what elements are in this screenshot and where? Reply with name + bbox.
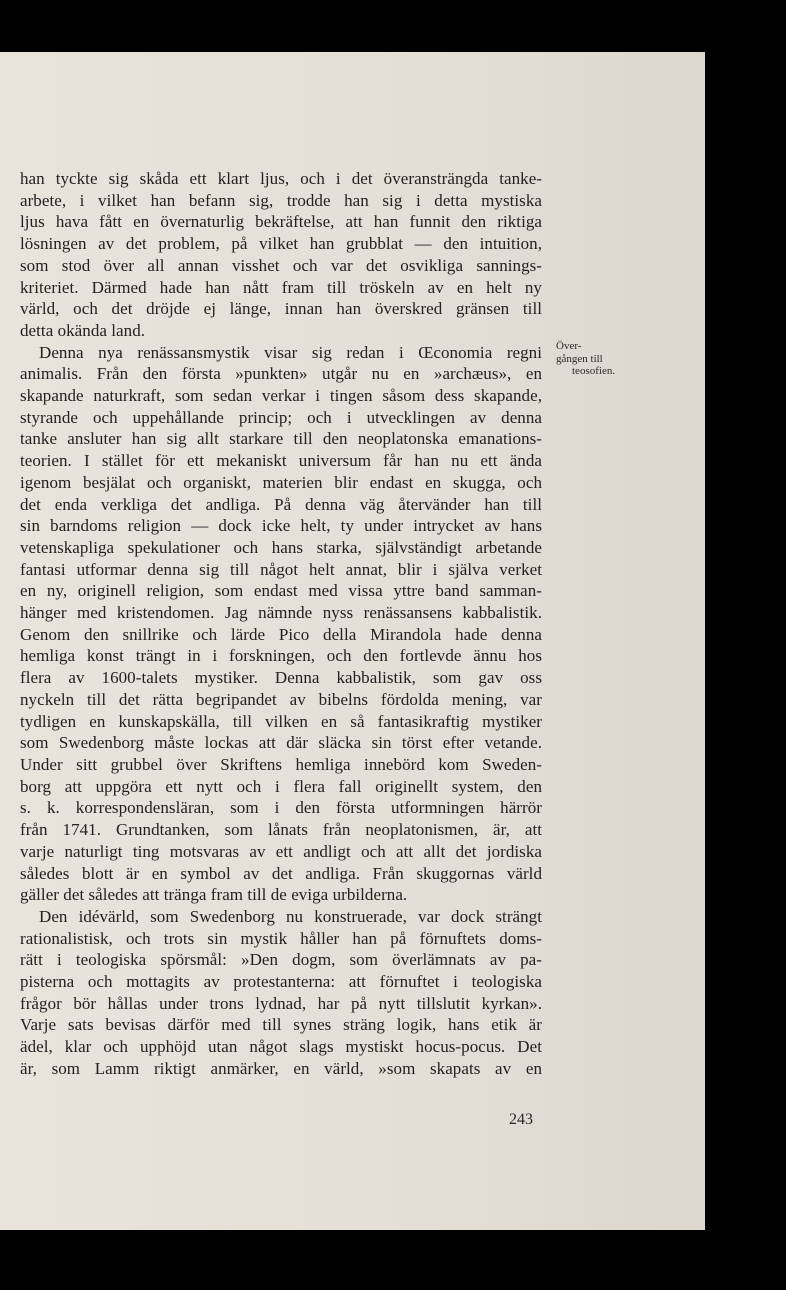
text-line: han tyckte sig skåda ett klart ljus, och i det överansträngda tanke- (20, 169, 542, 188)
text-line: således blott är en symbol av det andliga. Från skuggornas värld (20, 863, 542, 883)
text-line: en ny, originell religion, som endast med vissa yttre band samman- (20, 581, 542, 601)
text-line: Under sitt grubbel över Skriftens hemliga innebörd kom Sweden- (20, 754, 542, 774)
text-line: styrande och uppehållande princip; och i utvecklingen av denna (20, 407, 542, 427)
text-line: skapande naturkraft, som sedan verkar i tingen såsom dess skapande, (20, 386, 542, 406)
text-line: detta okända land. (20, 320, 146, 340)
text-line: Denna nya renässansmystik visar sig redan i Œconomia regni (39, 342, 542, 362)
text-line: hänger med kristendomen. Jag nämnde nyss renässansens kabbalistik. (20, 603, 542, 623)
text-line: tydligen en kunskapskälla, till vilken en så fantasikraftig mystiker (20, 711, 542, 731)
paragraph-1 (20, 168, 542, 342)
text-line: varje naturligt ting motsvaras av ett andligt och att allt det jordiska (20, 841, 542, 861)
text-line: s. k. korrespondensläran, som i den första utformningen härrör (20, 798, 542, 818)
text-line: arbete, i vilket han befann sig, trodde han sig i detta mystiska (20, 190, 542, 210)
text-line: från 1741. Grundtanken, som lånats från neoplatonismen, är, att (20, 820, 542, 840)
text-line: igenom besjälat och organiskt, materien blir endast en skugga, och (20, 472, 542, 492)
text-line: ljus hava fått en övernaturlig bekräftelse, att han funnit den riktiga (20, 212, 542, 232)
text-line: rationalistisk, och trots sin mystik håller han på förnuftets doms- (20, 928, 542, 948)
text-line: ädel, klar och upphöjd utan något slags mystiskt hocus-pocus. Det (20, 1037, 542, 1057)
text-line: nyckeln till det rätta begripandet av bibelns fördolda mening, var (20, 689, 542, 709)
text-line: frågor bör hållas under trons lydnad, har på nytt tillslutit kyrkan». (20, 993, 542, 1013)
text-line: borg att uppgöra ett nytt och i flera fall originellt system, den (20, 776, 542, 796)
text-line: teorien. I stället för ett mekaniskt universum får han nu ett ända (20, 451, 542, 471)
margin-note (556, 340, 636, 378)
text-line: är, som Lamm riktigt anmärker, en värld, »som skapats av en (20, 1058, 542, 1078)
text-line: Varje sats bevisas därför med till synes sträng logik, hans etik är (20, 1015, 542, 1035)
text-line: rätt i teologiska spörsmål: »Den dogm, som överlämnats av pa- (20, 950, 542, 970)
text-line: lösningen av det problem, på vilket han grubblat — den intuition, (20, 234, 542, 254)
text-line: Den idévärld, som Swedenborg nu konstruerade, var dock strängt (39, 906, 542, 926)
text-line: Genom den snillrike och lärde Pico della Mirandola hade denna (20, 624, 542, 644)
book-page (0, 52, 705, 1230)
text-line: tanke ansluter han sig allt starkare till den neoplatonska emanations- (20, 429, 542, 449)
text-line: flera av 1600-talets mystiker. Denna kabbalistik, som gav oss (20, 668, 542, 688)
text-line: värld, och det dröjde ej länge, innan han överskred gränsen till (20, 299, 542, 319)
text-line: pisterna och mottagits av protestanterna: att förnuftet i teologiska (20, 972, 542, 992)
text-line: kriteriet. Därmed hade han nått fram till tröskeln av en helt ny (20, 277, 542, 297)
margin-note-line: teosofien. (572, 365, 616, 377)
text-line: animalis. Från den första »punkten» utgår nu en »archæus», en (20, 364, 542, 384)
text-line: som stod över all annan visshet och var det osvikliga sannings- (20, 255, 542, 275)
text-line: vetenskapliga spekulationer och hans starka, självständigt arbetande (20, 537, 542, 557)
text-line: gäller det således att tränga fram till de eviga urbilderna. (20, 885, 408, 905)
paragraph-2 (20, 342, 542, 906)
page-number: 243 (509, 1111, 533, 1128)
margin-note-line: Över- (556, 340, 582, 352)
text-line: hemliga konst trängt in i forskningen, och den fortlevde ännu hos (20, 646, 542, 666)
text-line: som Swedenborg måste lockas att där släcka sin törst efter vetande. (20, 733, 542, 753)
margin-note-line: gången till (556, 352, 603, 365)
text-line: sin barndoms religion — dock icke helt, ty under intrycket av hans (20, 516, 542, 536)
paragraph-3 (20, 906, 542, 1080)
text-line: fantasi utformar denna sig till något helt annat, blir i själva verket (20, 559, 542, 579)
text-line: det enda verkliga det andliga. På denna väg återvänder han till (20, 494, 542, 514)
body-text (20, 168, 542, 1080)
